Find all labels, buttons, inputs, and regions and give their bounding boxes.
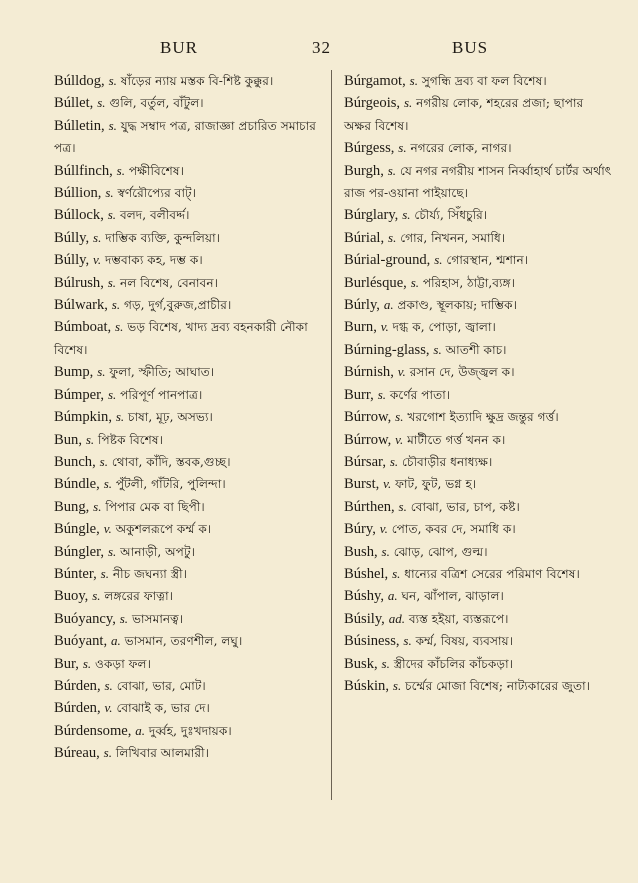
definition: চাষা, মূঢ়, অসভ্য। bbox=[128, 410, 213, 425]
dictionary-entry bbox=[54, 675, 334, 697]
headword: Búrnish, bbox=[344, 364, 394, 381]
definition: আনাড়ী, অপটু। bbox=[120, 544, 195, 559]
headword: Búmpkin, bbox=[54, 409, 112, 426]
part-of-speech: v. bbox=[383, 476, 392, 492]
part-of-speech: s. bbox=[387, 162, 397, 178]
dictionary-entry bbox=[54, 115, 334, 160]
part-of-speech: s. bbox=[97, 95, 106, 111]
definition: অকুশলরূপে কর্ম্ম ক। bbox=[115, 522, 212, 537]
dictionary-entry bbox=[344, 204, 614, 226]
definition: লিখিবার আলমারী। bbox=[115, 746, 209, 761]
dictionary-entry bbox=[54, 406, 334, 428]
definition: চৌবাড়ীর ধনাধ্যক্ষ। bbox=[402, 454, 493, 469]
part-of-speech: s. bbox=[108, 117, 117, 133]
definition: বোঝাই ক, ভার দে। bbox=[116, 701, 210, 716]
dictionary-entry bbox=[54, 227, 334, 249]
part-of-speech: s. bbox=[93, 498, 102, 514]
headword: Búlwark, bbox=[54, 297, 108, 314]
headword: Búnter, bbox=[54, 565, 97, 582]
dictionary-entry bbox=[344, 429, 614, 451]
headword: Búrgess, bbox=[344, 140, 395, 157]
definition: নগরের লোক, নাগর। bbox=[410, 141, 512, 156]
part-of-speech: s. bbox=[107, 543, 117, 559]
definition: যুদ্ধ সম্বাদ পত্র, রাজাজ্ঞা প্রচারিত সমাচার পত্র। bbox=[54, 118, 316, 156]
part-of-speech: s. bbox=[392, 565, 401, 581]
dictionary-entry bbox=[344, 675, 614, 697]
part-of-speech: a. bbox=[383, 297, 394, 313]
definition: কর্ণের পাতা। bbox=[389, 387, 451, 402]
part-of-speech: s. bbox=[402, 207, 411, 223]
part-of-speech: s. bbox=[409, 73, 418, 88]
dictionary-entry bbox=[344, 361, 614, 383]
headword: Buoy, bbox=[54, 588, 89, 605]
dictionary-entry bbox=[344, 653, 614, 675]
dictionary-entry bbox=[54, 653, 334, 675]
part-of-speech: s. bbox=[100, 565, 109, 581]
headword: Búrden, bbox=[54, 677, 101, 694]
definition: স্ত্রীদের কাঁচলির কাঁচকড়া। bbox=[393, 656, 514, 671]
part-of-speech: s. bbox=[388, 229, 397, 245]
definition: পরিহাস, ঠাট্টা,ব্যঙ্গ। bbox=[422, 275, 515, 290]
headword: Bush, bbox=[344, 543, 378, 560]
dictionary-entry bbox=[344, 473, 614, 495]
page-number: 32 bbox=[312, 38, 331, 57]
headword: Búlly, bbox=[54, 252, 90, 269]
headword: Búllet, bbox=[54, 95, 94, 112]
dictionary-entry bbox=[54, 316, 334, 361]
headword: Búrly, bbox=[344, 297, 380, 314]
headword: Búsiness, bbox=[344, 633, 400, 650]
definition: পিষ্টক বিশেষ। bbox=[98, 432, 163, 447]
headword: Busk, bbox=[344, 655, 378, 672]
dictionary-entry bbox=[344, 518, 614, 540]
dictionary-entry bbox=[344, 630, 614, 652]
definition: দাম্ভিক ব্যক্তি, কুন্দলিয়া। bbox=[105, 230, 220, 245]
dictionary-entry bbox=[54, 697, 334, 719]
headword: Bump, bbox=[54, 364, 94, 381]
part-of-speech: ad. bbox=[388, 610, 405, 626]
definition: ষাঁড়ের ন্যায় মস্তক বি-শিষ্ট কুক্কুর। bbox=[120, 74, 274, 88]
dictionary-entry bbox=[54, 70, 334, 92]
definition: ওকড়া ফল। bbox=[95, 656, 151, 671]
part-of-speech: s. bbox=[381, 543, 390, 559]
dictionary-entry bbox=[344, 92, 614, 137]
dictionary-entry bbox=[344, 339, 614, 361]
definition: নীচ জঘন্যা স্ত্রী। bbox=[112, 566, 187, 581]
dictionary-entry bbox=[54, 742, 334, 764]
part-of-speech: s. bbox=[103, 745, 112, 761]
headword: Búsily, bbox=[344, 610, 385, 627]
definition: থোবা, কাঁদি, স্তবক,গুচ্ছ। bbox=[111, 454, 231, 469]
dictionary-entry bbox=[54, 451, 334, 473]
part-of-speech: s. bbox=[389, 453, 399, 469]
part-of-speech: a. bbox=[387, 588, 398, 604]
dictionary-entry bbox=[344, 227, 614, 249]
definition: ভাসমান, তরণশীল, লঘু। bbox=[124, 634, 243, 649]
headword: Búngle, bbox=[54, 521, 100, 538]
dictionary-entry bbox=[344, 563, 614, 585]
dictionary-entry bbox=[54, 160, 334, 182]
definition: ভড় বিশেষ, খাদ্য দ্রব্য বহনকারী নৌকা বিশেষ। bbox=[54, 320, 308, 357]
part-of-speech: s. bbox=[82, 655, 92, 671]
definition: দগ্ধ ক, পোড়া, জ্বালা। bbox=[392, 320, 496, 335]
dictionary-entry bbox=[344, 541, 614, 563]
definition: গুলি, বর্তুল, বাঁটুল। bbox=[109, 96, 204, 111]
page-header bbox=[0, 38, 638, 62]
definition: চর্ম্মের মোজা বিশেষ; নাট্যকারের জুতা। bbox=[405, 678, 590, 693]
definition: ফাট, ফুট, ভগ্ন হ। bbox=[395, 477, 477, 492]
left-column bbox=[54, 70, 334, 765]
headword: Bur, bbox=[54, 655, 79, 672]
part-of-speech: s. bbox=[104, 677, 113, 693]
part-of-speech: v. bbox=[395, 431, 404, 447]
dictionary-entry bbox=[54, 630, 334, 652]
headword: Búmboat, bbox=[54, 319, 112, 336]
headword: Búry, bbox=[344, 521, 376, 538]
definition: ঘন, ঝাঁপাল, ঝাড়াল। bbox=[401, 589, 504, 604]
headword: Burr, bbox=[344, 386, 374, 403]
guide-word-right: BUS bbox=[452, 38, 489, 57]
part-of-speech: s. bbox=[107, 386, 117, 402]
headword: Búrgeois, bbox=[344, 95, 401, 112]
definition: গোরস্থান, শ্মশান। bbox=[446, 253, 529, 268]
headword: Búreau, bbox=[54, 745, 100, 762]
dictionary-entry bbox=[344, 451, 614, 473]
dictionary-entry bbox=[344, 496, 614, 518]
headword: Búllion, bbox=[54, 185, 102, 202]
headword: Burn, bbox=[344, 319, 377, 336]
part-of-speech: v. bbox=[104, 700, 113, 716]
headword: Búlrush, bbox=[54, 274, 104, 291]
headword: Búndle, bbox=[54, 476, 100, 493]
headword: Búshel, bbox=[344, 565, 389, 582]
headword: Búrrow, bbox=[344, 431, 392, 448]
definition: নল বিশেষ, বেনাবন। bbox=[119, 275, 218, 290]
dictionary-entry bbox=[54, 272, 334, 294]
definition: আতশী কাচ। bbox=[445, 342, 507, 357]
definition: বোঝা, ভার, চাপ, কষ্ট। bbox=[410, 499, 520, 514]
part-of-speech: s. bbox=[403, 633, 412, 649]
definition: যে নগর নগরীয় শাসন নির্ব্বাহার্থ চার্টর অর্থাৎ রাজ পর-ওয়ানা পাইয়াছে। bbox=[344, 163, 612, 201]
headword: Búrial-ground, bbox=[344, 252, 431, 269]
headword: Búrning-glass, bbox=[344, 341, 430, 358]
part-of-speech: s. bbox=[119, 610, 129, 626]
guide-word-left: BUR bbox=[160, 38, 198, 57]
dictionary-entry bbox=[54, 204, 334, 226]
headword: Búmper, bbox=[54, 386, 105, 403]
part-of-speech: s. bbox=[403, 95, 413, 111]
headword: Bung, bbox=[54, 498, 90, 515]
part-of-speech: v. bbox=[397, 364, 406, 380]
part-of-speech: s. bbox=[103, 476, 112, 492]
definition: মাটীতে গর্ত্ত খনন ক। bbox=[407, 432, 506, 447]
definition: ফুলা, স্ফীতি; আঘাত। bbox=[109, 365, 215, 380]
headword: Búrdensome, bbox=[54, 722, 132, 739]
part-of-speech: s. bbox=[111, 297, 121, 313]
headword: Burst, bbox=[344, 476, 380, 493]
definition: পোত, কবর দে, সমাধি ক। bbox=[391, 522, 516, 537]
dictionary-entry bbox=[54, 384, 334, 406]
dictionary-entry bbox=[54, 518, 334, 540]
headword: Búllfinch, bbox=[54, 162, 113, 179]
part-of-speech: a. bbox=[135, 722, 146, 738]
headword: Bunch, bbox=[54, 453, 96, 470]
part-of-speech: s. bbox=[115, 319, 124, 335]
definition: গড়, দুর্গ,বুরুজ,প্রাচীর। bbox=[123, 298, 232, 313]
headword: Búshy, bbox=[344, 588, 385, 605]
dictionary-entry bbox=[54, 608, 334, 630]
definition: ভাসমানত্ব। bbox=[131, 611, 184, 626]
dictionary-entry bbox=[54, 182, 334, 204]
dictionary-entry bbox=[344, 160, 614, 205]
headword: Burlésque, bbox=[344, 274, 407, 291]
definition: পুঁটলী, গাঁটরি, পুলিন্দা। bbox=[115, 477, 226, 492]
headword: Bun, bbox=[54, 431, 82, 448]
part-of-speech: s. bbox=[398, 498, 407, 514]
headword: Búrsar, bbox=[344, 453, 386, 470]
dictionary-entry bbox=[344, 137, 614, 159]
part-of-speech: s. bbox=[116, 162, 125, 178]
definition: বোঝা, ভার, মোট। bbox=[116, 678, 206, 693]
headword: Búrden, bbox=[54, 700, 101, 717]
definition: লঙ্গরের ফাত্না। bbox=[104, 589, 174, 604]
part-of-speech: s. bbox=[115, 409, 125, 425]
definition: কর্ম্ম, বিষয়, ব্যবসায়। bbox=[415, 634, 514, 649]
part-of-speech: s. bbox=[108, 73, 117, 88]
headword: Búskin, bbox=[344, 677, 390, 694]
part-of-speech: s. bbox=[107, 207, 117, 223]
part-of-speech: s. bbox=[377, 386, 387, 402]
headword: Búlletin, bbox=[54, 117, 105, 134]
part-of-speech: v. bbox=[93, 252, 102, 268]
dictionary-entry bbox=[344, 608, 614, 630]
headword: Burgh, bbox=[344, 162, 384, 179]
definition: পক্ষীবিশেষ। bbox=[128, 163, 184, 178]
dictionary-entry bbox=[54, 429, 334, 451]
part-of-speech: v. bbox=[379, 521, 388, 537]
dictionary-entry bbox=[344, 384, 614, 406]
part-of-speech: s. bbox=[99, 453, 108, 469]
dictionary-entry bbox=[54, 361, 334, 383]
part-of-speech: s. bbox=[392, 677, 402, 693]
dictionary-entry bbox=[54, 249, 334, 271]
headword: Búllock, bbox=[54, 207, 104, 224]
dictionary-entry bbox=[344, 316, 614, 338]
headword: Búlly, bbox=[54, 229, 90, 246]
dictionary-entry bbox=[344, 294, 614, 316]
headword: Búngler, bbox=[54, 543, 105, 560]
headword: Buóyancy, bbox=[54, 610, 116, 627]
definition: নগরীয় লোক, শহরের প্রজা; ছাপার অক্ষর বিশেষ। bbox=[344, 96, 584, 133]
part-of-speech: v. bbox=[103, 521, 112, 537]
dictionary-entry bbox=[344, 249, 614, 271]
part-of-speech: v. bbox=[380, 319, 389, 335]
definition: দম্ভবাক্য কহ, দম্ভ ক। bbox=[104, 253, 203, 268]
headword: Buóyant, bbox=[54, 633, 108, 650]
dictionary-entry bbox=[344, 70, 614, 92]
headword: Búrial, bbox=[344, 229, 385, 246]
definition: ধান্যের বত্রিশ সেরের পরিমাণ বিশেষ। bbox=[404, 566, 580, 581]
part-of-speech: s. bbox=[85, 431, 95, 447]
part-of-speech: s. bbox=[398, 140, 407, 156]
dictionary-entry bbox=[54, 585, 334, 607]
definition: পিপার মেক বা ছিপী। bbox=[105, 499, 205, 514]
definition: রসান দে, উজ্জ্বল ক। bbox=[409, 365, 515, 380]
part-of-speech: s. bbox=[434, 252, 443, 268]
part-of-speech: s. bbox=[395, 409, 404, 425]
definition: স্বর্ণরৌপ্যের বাট্। bbox=[117, 186, 196, 201]
headword: Búrgamot, bbox=[344, 73, 406, 89]
right-column bbox=[344, 70, 614, 697]
part-of-speech: s. bbox=[92, 588, 101, 604]
dictionary-entry bbox=[344, 406, 614, 428]
definition: দুর্ব্বহ, দুঃখদায়ক। bbox=[148, 723, 232, 738]
definition: বলদ, বলীবর্দ্দ। bbox=[119, 208, 190, 223]
part-of-speech: a. bbox=[110, 633, 121, 649]
dictionary-entry bbox=[54, 496, 334, 518]
definition: গোর, নিখনন, সমাধি। bbox=[400, 230, 506, 245]
part-of-speech: s. bbox=[107, 274, 117, 290]
part-of-speech: s. bbox=[93, 229, 102, 245]
definition: ব্যস্ত হইয়া, ব্যস্তরূপে। bbox=[408, 611, 509, 626]
dictionary-entry bbox=[54, 473, 334, 495]
definition: পরিপূর্ণ পানপাত্র। bbox=[120, 387, 203, 402]
dictionary-entry bbox=[54, 720, 334, 742]
dictionary-entry bbox=[54, 294, 334, 316]
headword: Búrglary, bbox=[344, 207, 399, 224]
headword: Búrthen, bbox=[344, 498, 395, 515]
dictionary-entry bbox=[344, 272, 614, 294]
dictionary-entry bbox=[54, 563, 334, 585]
dictionary-entry bbox=[344, 585, 614, 607]
part-of-speech: s. bbox=[105, 185, 114, 201]
part-of-speech: s. bbox=[381, 655, 390, 671]
part-of-speech: s. bbox=[97, 364, 106, 380]
definition: ঝোড়, ঝোপ, গুল্ম। bbox=[393, 544, 488, 559]
part-of-speech: s. bbox=[410, 274, 420, 290]
column-divider bbox=[331, 70, 332, 800]
definition: প্রকাণ্ড, স্থূলকায়; দাম্ভিক। bbox=[397, 298, 518, 313]
definition: খরগোশ ইত্যাদি ক্ষুদ্র জন্তুর গর্ত্ত। bbox=[407, 410, 559, 425]
dictionary-entry bbox=[54, 541, 334, 563]
part-of-speech: s. bbox=[433, 341, 442, 357]
dictionary-entry bbox=[54, 92, 334, 114]
headword: Búlldog, bbox=[54, 73, 105, 89]
definition: সুগন্ধি দ্রব্য বা ফল বিশেষ। bbox=[421, 74, 547, 88]
definition: চৌর্য্য, সিঁধচুরি। bbox=[414, 208, 488, 223]
headword: Búrrow, bbox=[344, 409, 392, 426]
